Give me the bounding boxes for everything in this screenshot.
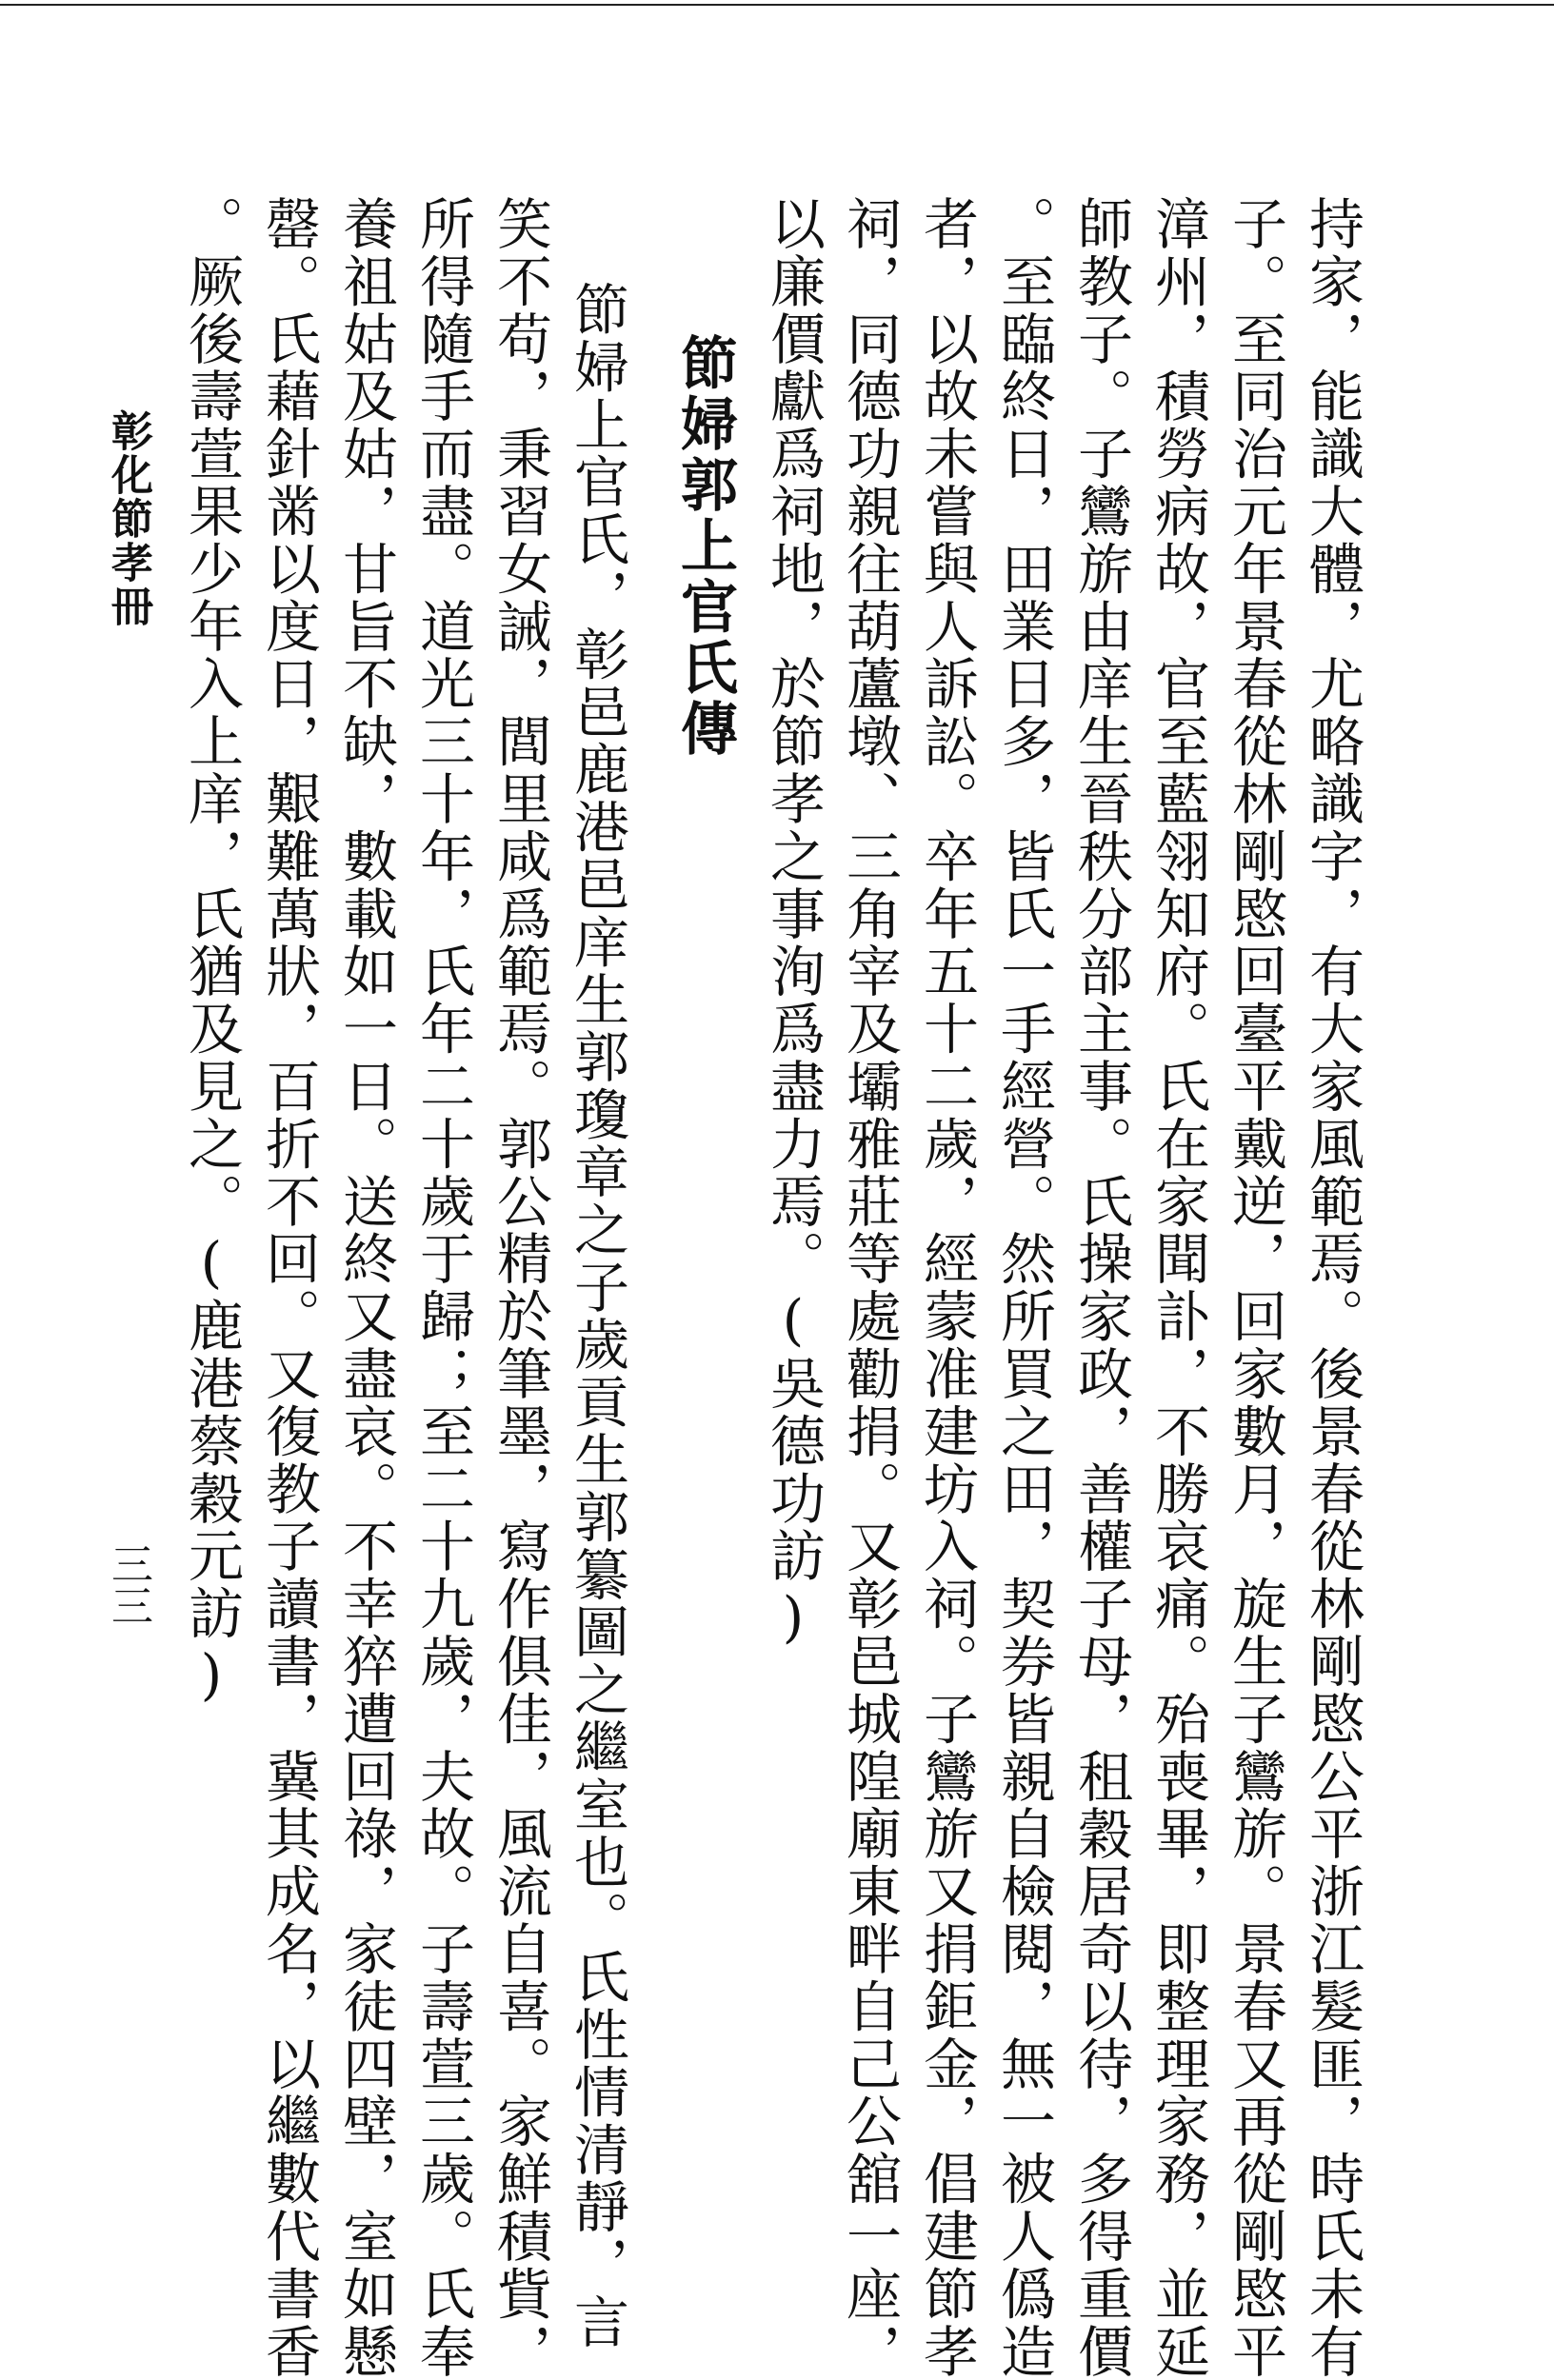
text-column: 養祖姑及姑，甘旨不缺，數載如一日。送終又盡哀。不幸猝遭回祿，家徒四壁，室如懸 [333, 195, 398, 2380]
text-column: 師教子。子鸞旂由庠生晉秩分部主事。氏操家政，善權子母，租穀居奇以待，多得重價 [1068, 195, 1133, 2380]
text-column: 。厥後壽萱果少年入上庠，氏猶及見之。(鹿港蔡穀元訪) [179, 195, 244, 1710]
text-column: 漳州，積勞病故，官至藍翎知府。氏在家聞訃，不勝哀痛。殆喪畢，即整理家務，並延 [1146, 195, 1210, 2380]
page-number: 三三 [104, 1542, 152, 1626]
running-header-title: 彰化節孝冊 [104, 409, 152, 628]
biography-title: 節婦郭上官氏傳 [671, 333, 738, 760]
text-column: 所得隨手而盡。道光三十年，氏年二十歲于歸；至二十九歲，夫故。子壽萱三歲。氏奉 [410, 195, 475, 2380]
text-column: 持家，能識大體，尤略識字，有大家風範焉。後景春從林剛愍公平浙江髮匪，時氏未有 [1300, 195, 1365, 2380]
text-column: 子。至同治元年景春從林剛愍回臺平戴逆，回家數月，旋生子鸞旂。景春又再從剛愍平 [1223, 195, 1287, 2380]
top-border-line [0, 4, 1554, 6]
text-column: 祠，同德功親往葫蘆墩、三角宰及壩雅莊等處勸捐。又彰邑城隍廟東畔自己公舘一座， [837, 195, 902, 2380]
text-column: 罄。氏藉針黹以度日，艱難萬狀，百折不回。又復教子讀書，冀其成名，以繼數代書香 [256, 195, 321, 2380]
text-column: 。至臨終日，田業日多，皆氏一手經營。然所買之田，契券皆親自檢閱，無一被人僞造 [991, 195, 1056, 2380]
text-column: 節婦上官氏，彰邑鹿港邑庠生郭瓊章之子歲貢生郭纂圖之繼室也。氏性情清靜，言 [565, 281, 629, 2351]
text-column: 以廉價獻爲祠地，於節孝之事洵爲盡力焉。(吳德功訪) [761, 195, 826, 1652]
text-column: 者，以故未嘗與人訴訟。卒年五十二歲，經蒙准建坊入祠。子鸞旂又捐鉅金，倡建節孝 [914, 195, 979, 2380]
text-column: 笑不苟，秉習女誡，閭里咸爲範焉。郭公精於筆墨，寫作俱佳，風流自喜。家鮮積貲， [488, 195, 552, 2380]
